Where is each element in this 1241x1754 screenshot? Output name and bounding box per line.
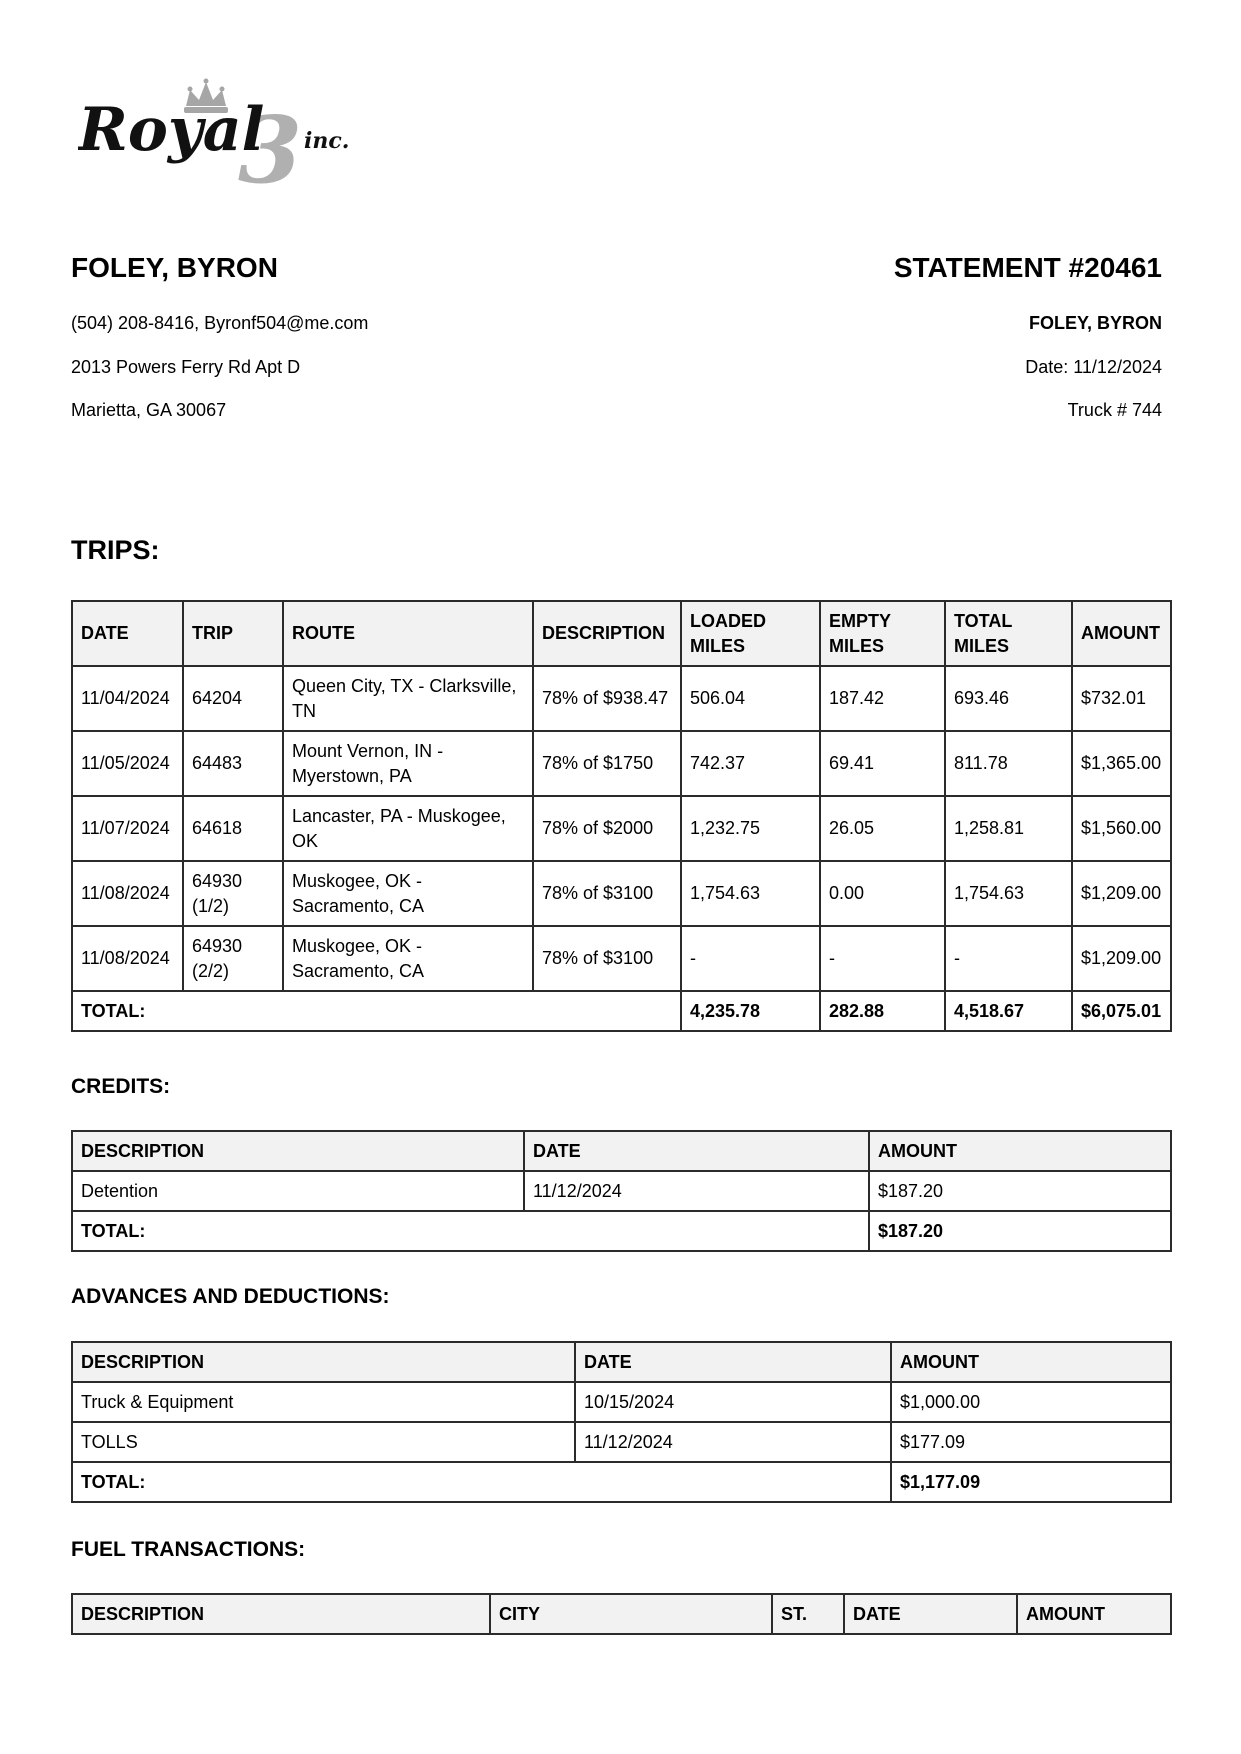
credits-table [71,1130,1172,1252]
trip-total-miles: - [945,926,1072,991]
advances-table [71,1341,1172,1503]
advance-date: 10/15/2024 [575,1382,891,1422]
trip-description: 78% of $938.47 [533,666,681,731]
trips-total-label: TOTAL: [72,991,681,1031]
company-logo [78,78,388,188]
trip-empty-miles: 69.41 [820,731,945,796]
trips-total-amount: $6,075.01 [1072,991,1171,1031]
advance-amount: $1,000.00 [891,1382,1171,1422]
trips-total-miles: 4,518.67 [945,991,1072,1031]
trip-loaded-miles: - [681,926,820,991]
trip-number: 64930 (2/2) [183,926,283,991]
fuel-title: FUEL TRANSACTIONS: [71,1538,306,1561]
trip-description: 78% of $3100 [533,926,681,991]
trips-total-loaded: 4,235.78 [681,991,820,1031]
trip-date: 11/07/2024 [72,796,183,861]
table-row [72,666,1171,731]
table-row [72,926,1171,991]
trip-description: 78% of $3100 [533,861,681,926]
trip-number: 64930 (1/2) [183,861,283,926]
statement-name: FOLEY, BYRON [1028,313,1162,333]
statement-truck: Truck # 744 [1067,400,1162,420]
fuel-header-row [72,1594,1171,1634]
advances-col-date: DATE [575,1342,891,1382]
table-row [72,1422,1171,1462]
driver-address-line1: 2013 Powers Ferry Rd Apt D [71,357,301,377]
trips-col-date: DATE [72,601,183,666]
svg-text:inc.: inc. [304,128,350,154]
trips-col-route: ROUTE [283,601,533,666]
advances-total-row [72,1462,1171,1502]
credits-total-row [72,1211,1171,1251]
trip-description: 78% of $2000 [533,796,681,861]
trip-loaded-miles: 742.37 [681,731,820,796]
trip-amount: $1,365.00 [1072,731,1171,796]
trip-total-miles: 811.78 [945,731,1072,796]
trip-route: Muskogee, OK - Sacramento, CA [283,861,533,926]
credits-col-date: DATE [524,1131,869,1171]
svg-text:Royal: Royal [78,95,265,165]
advance-description: Truck & Equipment [72,1382,575,1422]
trip-route: Muskogee, OK - Sacramento, CA [283,926,533,991]
trips-total-empty: 282.88 [820,991,945,1031]
fuel-col-description: DESCRIPTION [72,1594,490,1634]
fuel-table [71,1593,1172,1635]
credits-total-label: TOTAL: [72,1211,869,1251]
table-row [72,731,1171,796]
driver-address-line2: Marietta, GA 30067 [71,400,227,420]
svg-text:3: 3 [238,96,303,188]
advance-amount: $177.09 [891,1422,1171,1462]
credit-date: 11/12/2024 [524,1171,869,1211]
trip-total-miles: 693.46 [945,666,1072,731]
trip-number: 64618 [183,796,283,861]
advances-total-label: TOTAL: [72,1462,891,1502]
advance-description: TOLLS [72,1422,575,1462]
credits-col-amount: AMOUNT [869,1131,1171,1171]
trips-col-description: DESCRIPTION [533,601,681,666]
trip-empty-miles: - [820,926,945,991]
trip-number: 64204 [183,666,283,731]
trips-total-row [72,991,1171,1031]
trips-col-empty-miles: EMPTY MILES [820,601,945,666]
statement-title: STATEMENT #20461 [893,252,1162,283]
advances-col-description: DESCRIPTION [72,1342,575,1382]
trip-empty-miles: 187.42 [820,666,945,731]
credits-header-row [72,1131,1171,1171]
trips-col-trip: TRIP [183,601,283,666]
trip-amount: $1,560.00 [1072,796,1171,861]
trip-amount: $732.01 [1072,666,1171,731]
trip-amount: $1,209.00 [1072,926,1171,991]
advances-title: ADVANCES AND DEDUCTIONS: [71,1285,390,1308]
trip-total-miles: 1,754.63 [945,861,1072,926]
credits-total-amount: $187.20 [869,1211,1171,1251]
credit-amount: $187.20 [869,1171,1171,1211]
trips-header-row [72,601,1171,666]
trip-amount: $1,209.00 [1072,861,1171,926]
fuel-col-amount: AMOUNT [1017,1594,1171,1634]
trips-title: TRIPS: [71,535,160,565]
trip-date: 11/08/2024 [72,926,183,991]
trip-route: Queen City, TX - Clarksville, TN [283,666,533,731]
fuel-col-city: CITY [490,1594,772,1634]
trip-date: 11/04/2024 [72,666,183,731]
trip-route: Lancaster, PA - Muskogee, OK [283,796,533,861]
driver-contact: (504) 208-8416, Byronf504@me.com [71,313,369,333]
trip-loaded-miles: 506.04 [681,666,820,731]
table-row [72,1171,1171,1211]
trip-loaded-miles: 1,754.63 [681,861,820,926]
credits-col-description: DESCRIPTION [72,1131,524,1171]
table-row [72,1382,1171,1422]
trip-description: 78% of $1750 [533,731,681,796]
fuel-col-date: DATE [844,1594,1017,1634]
trip-number: 64483 [183,731,283,796]
credit-description: Detention [72,1171,524,1211]
fuel-col-state: ST. [772,1594,844,1634]
trip-empty-miles: 26.05 [820,796,945,861]
trips-table [71,600,1172,1032]
advances-total-amount: $1,177.09 [891,1462,1171,1502]
trip-route: Mount Vernon, IN - Myerstown, PA [283,731,533,796]
trips-col-total-miles: TOTAL MILES [945,601,1072,666]
driver-name: FOLEY, BYRON [71,252,278,283]
advances-col-amount: AMOUNT [891,1342,1171,1382]
trips-col-amount: AMOUNT [1072,601,1171,666]
advance-date: 11/12/2024 [575,1422,891,1462]
advances-header-row [72,1342,1171,1382]
trip-date: 11/08/2024 [72,861,183,926]
table-row [72,861,1171,926]
table-row [72,796,1171,861]
trips-col-loaded-miles: LOADED MILES [681,601,820,666]
trip-loaded-miles: 1,232.75 [681,796,820,861]
trip-date: 11/05/2024 [72,731,183,796]
trip-empty-miles: 0.00 [820,861,945,926]
statement-date: Date: 11/12/2024 [1025,357,1162,377]
trip-total-miles: 1,258.81 [945,796,1072,861]
credits-title: CREDITS: [71,1075,171,1098]
